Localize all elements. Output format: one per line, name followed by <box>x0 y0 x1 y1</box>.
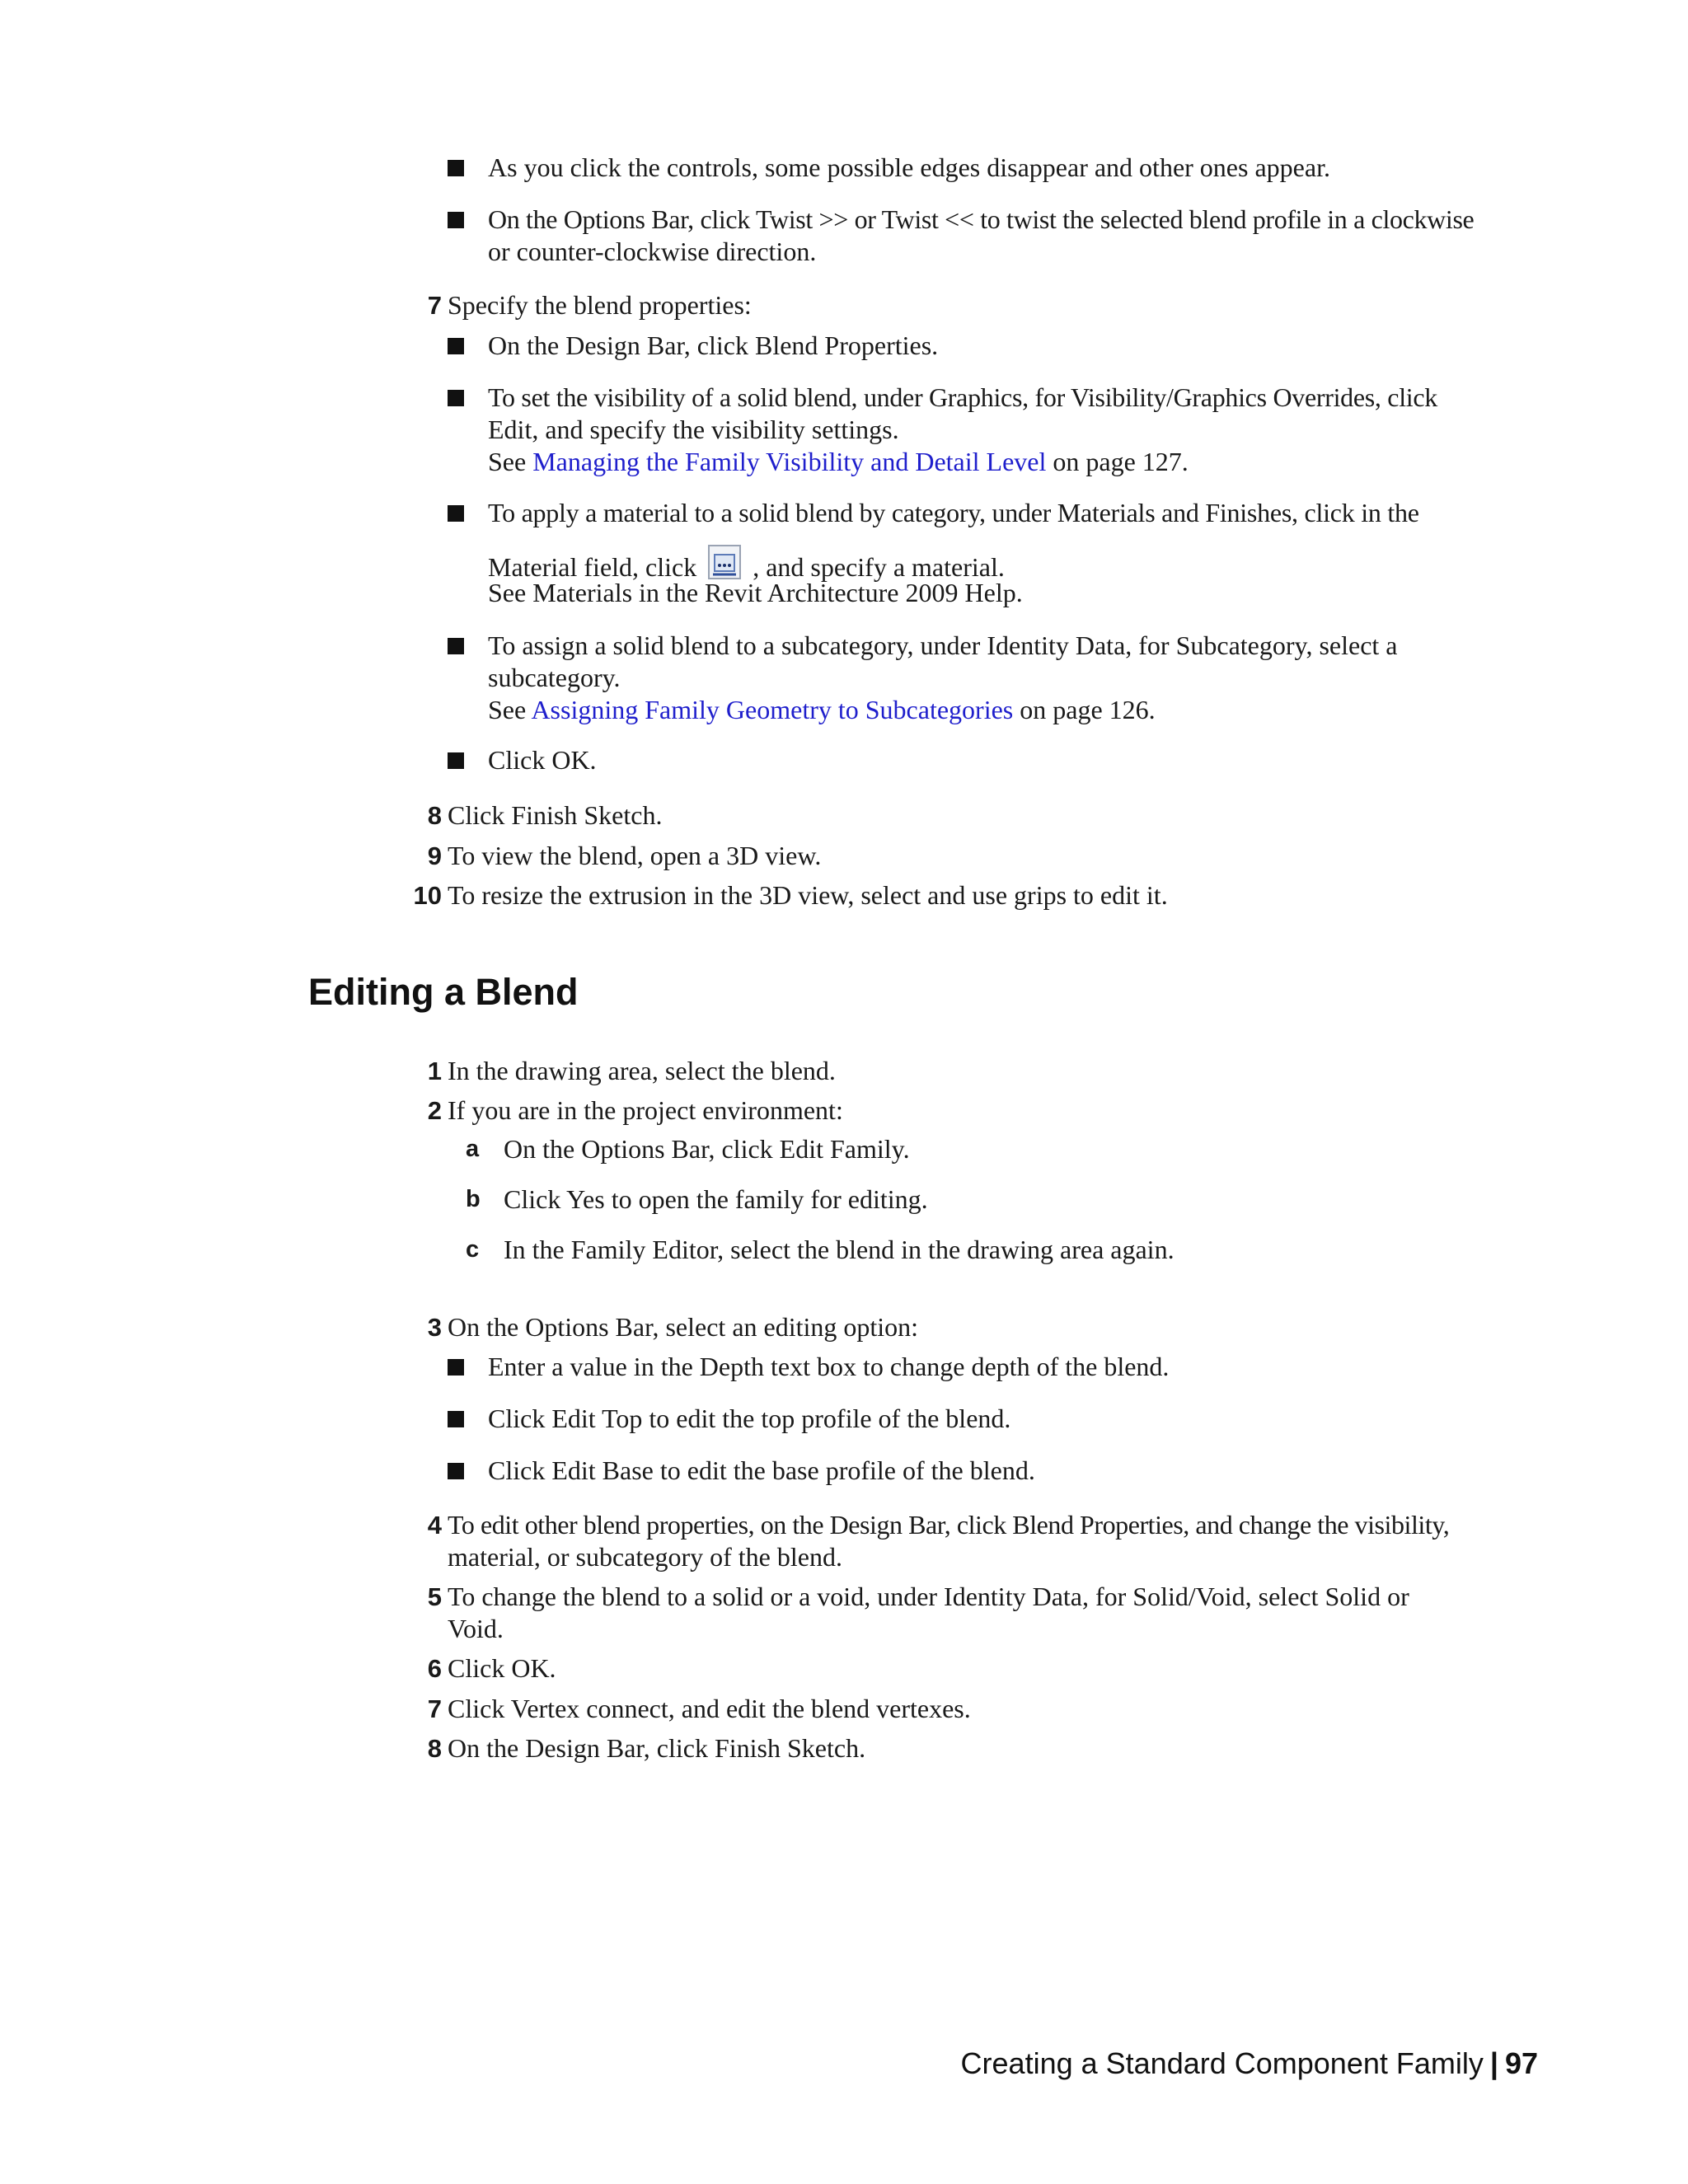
step-number: 8 <box>427 801 442 830</box>
page-footer <box>961 2046 1538 2082</box>
substep-text: In the Family Editor, select the blend in the drawing area again. <box>504 1235 1175 1264</box>
see-reference <box>488 694 1156 726</box>
step-number: 10 <box>413 881 442 910</box>
bullet-text: To set the visibility of a solid blend, under Graphics, for Visibility/Graphics Overrides, click <box>488 382 1437 412</box>
page-reference: on page 126. <box>1020 695 1156 724</box>
substep-text: On the Options Bar, click Edit Family. <box>504 1134 910 1164</box>
page-reference: on page 127. <box>1053 447 1189 476</box>
step-text: Click Vertex connect, and edit the blend vertexes. <box>448 1694 971 1723</box>
substep-letter: a <box>466 1136 480 1162</box>
link-assigning-geometry[interactable]: Assigning Family Geometry to Subcategories <box>531 695 1014 724</box>
see-reference <box>488 446 1189 478</box>
step-number: 1 <box>427 1057 442 1085</box>
footer-separator: | <box>1489 2046 1498 2080</box>
bullet-icon <box>448 1463 464 1479</box>
step-text: To view the blend, open a 3D view. <box>448 841 822 870</box>
bullet-text: Enter a value in the Depth text box to change depth of the blend. <box>488 1352 1170 1381</box>
browse-ellipsis-button-icon <box>708 545 741 579</box>
bullet-icon <box>448 212 464 228</box>
step-text: Click OK. <box>448 1653 556 1683</box>
section-heading: Editing a Blend <box>308 971 579 1013</box>
material-field-text-end: , and specify a material. <box>753 552 1005 582</box>
step-text: To resize the extrusion in the 3D view, select and use grips to edit it. <box>448 880 1168 910</box>
see-label: See <box>488 695 527 724</box>
step-number: 6 <box>427 1654 442 1683</box>
bullet-text: Click Edit Base to edit the base profile of the blend. <box>488 1455 1035 1485</box>
bullet-text-cont: Edit, and specify the visibility settings. <box>488 415 899 444</box>
substep-letter: c <box>466 1236 480 1263</box>
bullet-icon <box>448 1411 464 1427</box>
step-number: 2 <box>427 1096 442 1125</box>
step-text: Specify the blend properties: <box>448 290 752 320</box>
bullet-text-cont: subcategory. <box>488 663 621 692</box>
bullet-icon <box>448 390 464 406</box>
step-text: Click Finish Sketch. <box>448 800 663 830</box>
step-text: On the Options Bar, select an editing option: <box>448 1312 919 1342</box>
step-text: In the drawing area, select the blend. <box>448 1056 836 1085</box>
step-text: To change the blend to a solid or a void, under Identity Data, for Solid/Void, select Solid or <box>448 1582 1409 1611</box>
substep-letter: b <box>466 1186 481 1212</box>
step-text: If you are in the project environment: <box>448 1095 843 1125</box>
step-number: 8 <box>427 1734 442 1763</box>
bullet-text-cont: or counter-clockwise direction. <box>488 237 817 266</box>
step-number: 9 <box>427 841 442 870</box>
bullet-text: Click OK. <box>488 745 597 775</box>
step-number: 5 <box>427 1582 442 1611</box>
step-text: To edit other blend properties, on the Design Bar, click Blend Properties, and change the visibility, <box>448 1510 1450 1540</box>
bullet-icon <box>448 1359 464 1376</box>
bullet-icon <box>448 160 464 176</box>
step-number: 7 <box>427 1694 442 1723</box>
step-number: 3 <box>427 1313 442 1342</box>
material-field-text: Material field, click <box>488 552 697 582</box>
step-text-cont: Void. <box>448 1614 504 1643</box>
bullet-text-cont: See Materials in the Revit Architecture 2009 Help. <box>488 578 1023 607</box>
footer-title: Creating a Standard Component Family <box>960 2046 1484 2080</box>
step-text: On the Design Bar, click Finish Sketch. <box>448 1733 866 1763</box>
bullet-icon <box>448 638 464 654</box>
bullet-text: To apply a material to a solid blend by category, under Materials and Finishes, click in the <box>488 498 1419 527</box>
bullet-icon <box>448 505 464 522</box>
bullet-icon <box>448 338 464 354</box>
substep-text: Click Yes to open the family for editing. <box>504 1184 928 1214</box>
link-managing-visibility[interactable]: Managing the Family Visibility and Detail Level <box>532 447 1047 476</box>
step-number: 7 <box>427 291 442 320</box>
see-label: See <box>488 447 527 476</box>
bullet-text: As you click the controls, some possible edges disappear and other ones appear. <box>488 152 1330 182</box>
page-number: 97 <box>1504 2046 1538 2080</box>
bullet-text: On the Options Bar, click Twist >> or Twist << to twist the selected blend profile in a clockwise <box>488 204 1475 234</box>
step-text-cont: material, or subcategory of the blend. <box>448 1542 842 1572</box>
bullet-text: Click Edit Top to edit the top profile of the blend. <box>488 1404 1011 1433</box>
step-number: 4 <box>427 1511 442 1540</box>
bullet-text: On the Design Bar, click Blend Properties. <box>488 330 939 360</box>
bullet-icon <box>448 752 464 769</box>
bullet-text: To assign a solid blend to a subcategory, under Identity Data, for Subcategory, select a <box>488 630 1398 660</box>
